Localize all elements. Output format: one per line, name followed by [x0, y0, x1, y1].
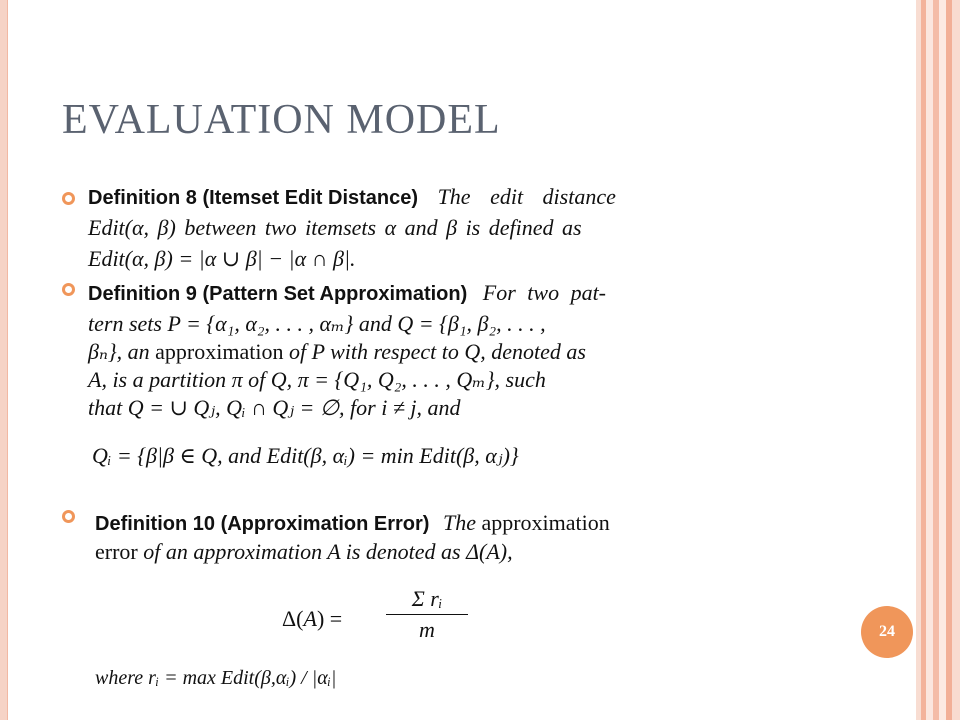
def8-line3: Edit(α, β) = |α ∪ β| − |α ∩ β|. — [88, 246, 356, 271]
def10-formula-fraction — [386, 586, 468, 643]
def9-heading: Definition 9 (Pattern Set Approximation) — [88, 283, 468, 305]
bullet-icon — [62, 192, 75, 205]
def9-line5: that Q = ∪ Qⱼ, Qᵢ ∩ Qⱼ = ∅, for i ≠ j, and — [88, 395, 461, 420]
def10-where: where rᵢ = max Edit(β,αᵢ) / |αᵢ| — [95, 667, 337, 689]
def10-line2-b: of an approximation A is denoted as Δ(A), — [143, 539, 513, 564]
def9-line3 — [88, 341, 586, 363]
def9-line3-a: βₙ}, an — [88, 339, 150, 364]
def9-formula: Qᵢ = {β|β ∈ Q, and Edit(β, αᵢ) = min Edit(β, αⱼ)} — [92, 443, 519, 468]
def8-line1-rest: The edit distance — [437, 184, 616, 209]
def9-line2: tern sets P = {α₁, α₂, . . . , αₘ} and Q = {β₁, β₂, . . . , — [88, 311, 546, 336]
def10-line2 — [95, 541, 513, 563]
def9-line4: A, is a partition π of Q, π = {Q₁, Q₂, . . . , Qₘ}, such — [88, 367, 546, 392]
def10-formula-den: m — [419, 617, 435, 642]
def9-line3-b: approximation — [155, 339, 284, 364]
def10-heading: Definition 10 (Approximation Error) — [95, 513, 430, 535]
bullet-icon — [62, 283, 75, 296]
fraction-bar — [386, 614, 468, 615]
slide-frame-right — [916, 0, 960, 720]
def8-line2: Edit(α, β) between two itemsets α and β is defined as — [88, 215, 582, 240]
def9-line3-c: of P with respect to Q, denoted as — [288, 339, 586, 364]
def10-formula-num: Σ rᵢ — [411, 586, 443, 611]
slide-title: EVALUATION MODEL — [62, 97, 501, 143]
def10-line1 — [95, 512, 610, 534]
def10-line1-b: approximation — [481, 510, 610, 535]
def10-line2-a: error — [95, 539, 138, 564]
def8-heading: Definition 8 (Itemset Edit Distance) — [88, 187, 419, 209]
def9-line1 — [88, 282, 606, 304]
slide-frame-left — [0, 0, 8, 720]
def8-line1 — [88, 186, 616, 208]
def9-line1-rest: For two pat- — [482, 280, 607, 305]
page-number-badge: 24 — [861, 606, 913, 658]
def10-line1-a: The — [442, 510, 476, 535]
bullet-icon — [62, 510, 75, 523]
def10-formula-lhs: Δ(A) = — [282, 606, 343, 631]
